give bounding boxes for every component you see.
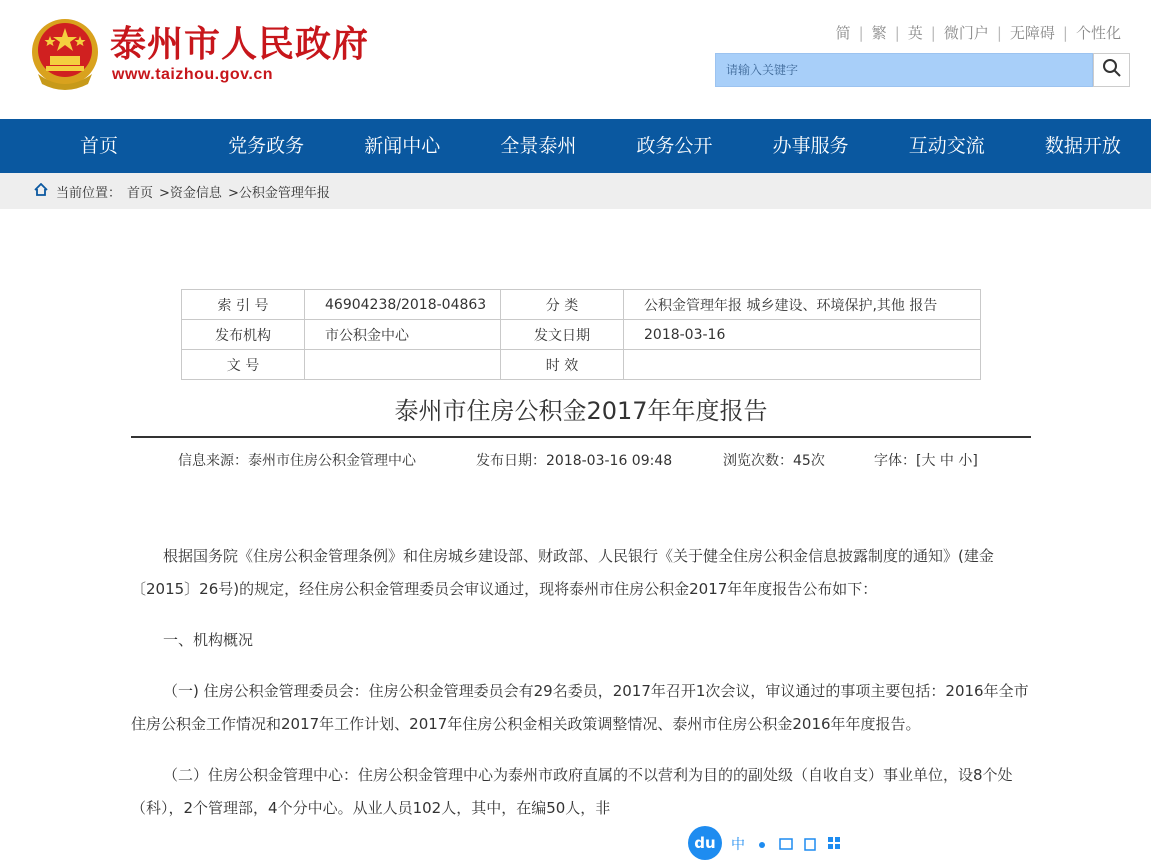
link-micro-portal[interactable]: 微门户 [943, 24, 989, 42]
table-row [182, 350, 981, 380]
breadcrumb-annual-report[interactable]: >公积金管理年报 [227, 185, 330, 201]
nav-services[interactable]: 办事服务 [772, 135, 849, 157]
nav-party-affairs[interactable]: 党务政务 [228, 135, 305, 157]
breadcrumb-home[interactable]: 首页 [127, 185, 154, 201]
font-size-control [874, 450, 978, 470]
nav-open-data[interactable]: 数据开放 [1044, 135, 1121, 157]
font-size-label: 字体：[ [874, 453, 922, 469]
breadcrumb-funds[interactable]: >资金信息 [159, 185, 222, 201]
search-icon [1102, 58, 1122, 82]
home-icon [34, 183, 48, 200]
divider: | [858, 23, 864, 42]
meta-value: 市公积金中心 [305, 320, 501, 350]
meta-value: 2018-03-16 [624, 320, 981, 350]
meta-label: 文 号 [182, 350, 305, 380]
font-size-close: ] [972, 453, 978, 469]
meta-label: 发布机构 [182, 320, 305, 350]
divider: | [1062, 23, 1068, 42]
divider: | [894, 23, 900, 42]
meta-label: 时 效 [501, 350, 624, 380]
divider: | [996, 23, 1002, 42]
svg-text:中: 中 [731, 837, 745, 851]
breadcrumb [0, 173, 1151, 209]
nav-panorama[interactable]: 全景泰州 [500, 135, 577, 157]
article-source: 信息来源：泰州市住房公积金管理中心 [178, 453, 416, 469]
meta-value: 公积金管理年报 城乡建设、环境保护,其他 报告 [624, 290, 981, 320]
site-url[interactable]: www.taizhou.gov.cn [112, 66, 273, 83]
divider: | [930, 23, 936, 42]
nav-gov-info[interactable]: 政务公开 [636, 135, 713, 157]
paragraph: 根据国务院《住房公积金管理条例》和住房城乡建设部、财政部、人民银行《关于健全住房公积金信息披露制度的通知》(建金〔2015〕26号)的规定，经住房公积金管理委员会审议通过，现将泰州市住房公积金2017年年度报告公布如下： [131, 547, 994, 598]
meta-label: 索 引 号 [182, 290, 305, 320]
floating-toolbar [688, 831, 858, 855]
baidu-logo-icon[interactable]: du [688, 826, 722, 860]
search-input[interactable] [715, 53, 1093, 87]
meta-value [624, 350, 981, 380]
article-title: 泰州市住房公积金2017年年度报告 [394, 397, 768, 425]
view-count: 浏览次数：45次 [723, 453, 825, 469]
national-emblem-icon[interactable] [30, 14, 100, 92]
paragraph: （一) 住房公积金管理委员会：住房公积金管理委员会有29名委员，2017年召开1次会议，审议通过的事项主要包括：2016年全市住房公积金工作情况和2017年工作计划、2017年住房公积金相关政策调整情况、泰州市住房公积金2016年年度报告。 [131, 682, 1029, 733]
article-body [131, 540, 1031, 843]
document-meta-table [181, 289, 981, 380]
search-box [715, 53, 1130, 87]
font-large-button[interactable]: 大 [921, 453, 936, 469]
paragraph: （二）住房公积金管理中心：住房公积金管理中心为泰州市政府直属的不以营利为目的的副处级（自收自支）事业单位，设8个处（科），2个管理部，4个分中心。从业人员102人，其中，在编50人，非 [131, 766, 1013, 817]
link-simplified[interactable]: 简 [835, 24, 851, 42]
nav-news[interactable]: 新闻中心 [364, 135, 441, 157]
table-row [182, 320, 981, 350]
nav-interaction[interactable]: 互动交流 [908, 135, 985, 157]
meta-label: 发文日期 [501, 320, 624, 350]
article-date: 发布日期：2018-03-16 09:48 [476, 453, 673, 469]
font-medium-button[interactable]: 中 [939, 453, 954, 469]
site-header [0, 0, 1151, 119]
breadcrumb-label: 当前位置： [56, 185, 122, 201]
link-accessibility[interactable]: 无障碍 [1009, 24, 1055, 42]
search-button[interactable] [1093, 53, 1130, 87]
section-heading: 一、机构概况 [163, 631, 254, 649]
table-row [182, 290, 981, 320]
meta-value [305, 350, 501, 380]
link-english[interactable]: 英 [907, 24, 923, 42]
top-links [828, 22, 1121, 43]
link-personalize[interactable]: 个性化 [1075, 24, 1121, 42]
site-title[interactable]: 泰州市人民政府 [110, 23, 370, 65]
main-nav [0, 119, 1151, 173]
meta-value: 46904238/2018-04863 [305, 290, 501, 320]
font-small-button[interactable]: 小 [958, 453, 973, 469]
meta-label: 分 类 [501, 290, 624, 320]
nav-home[interactable]: 首页 [80, 135, 119, 157]
link-traditional[interactable]: 繁 [871, 24, 887, 42]
title-divider [131, 436, 1031, 438]
